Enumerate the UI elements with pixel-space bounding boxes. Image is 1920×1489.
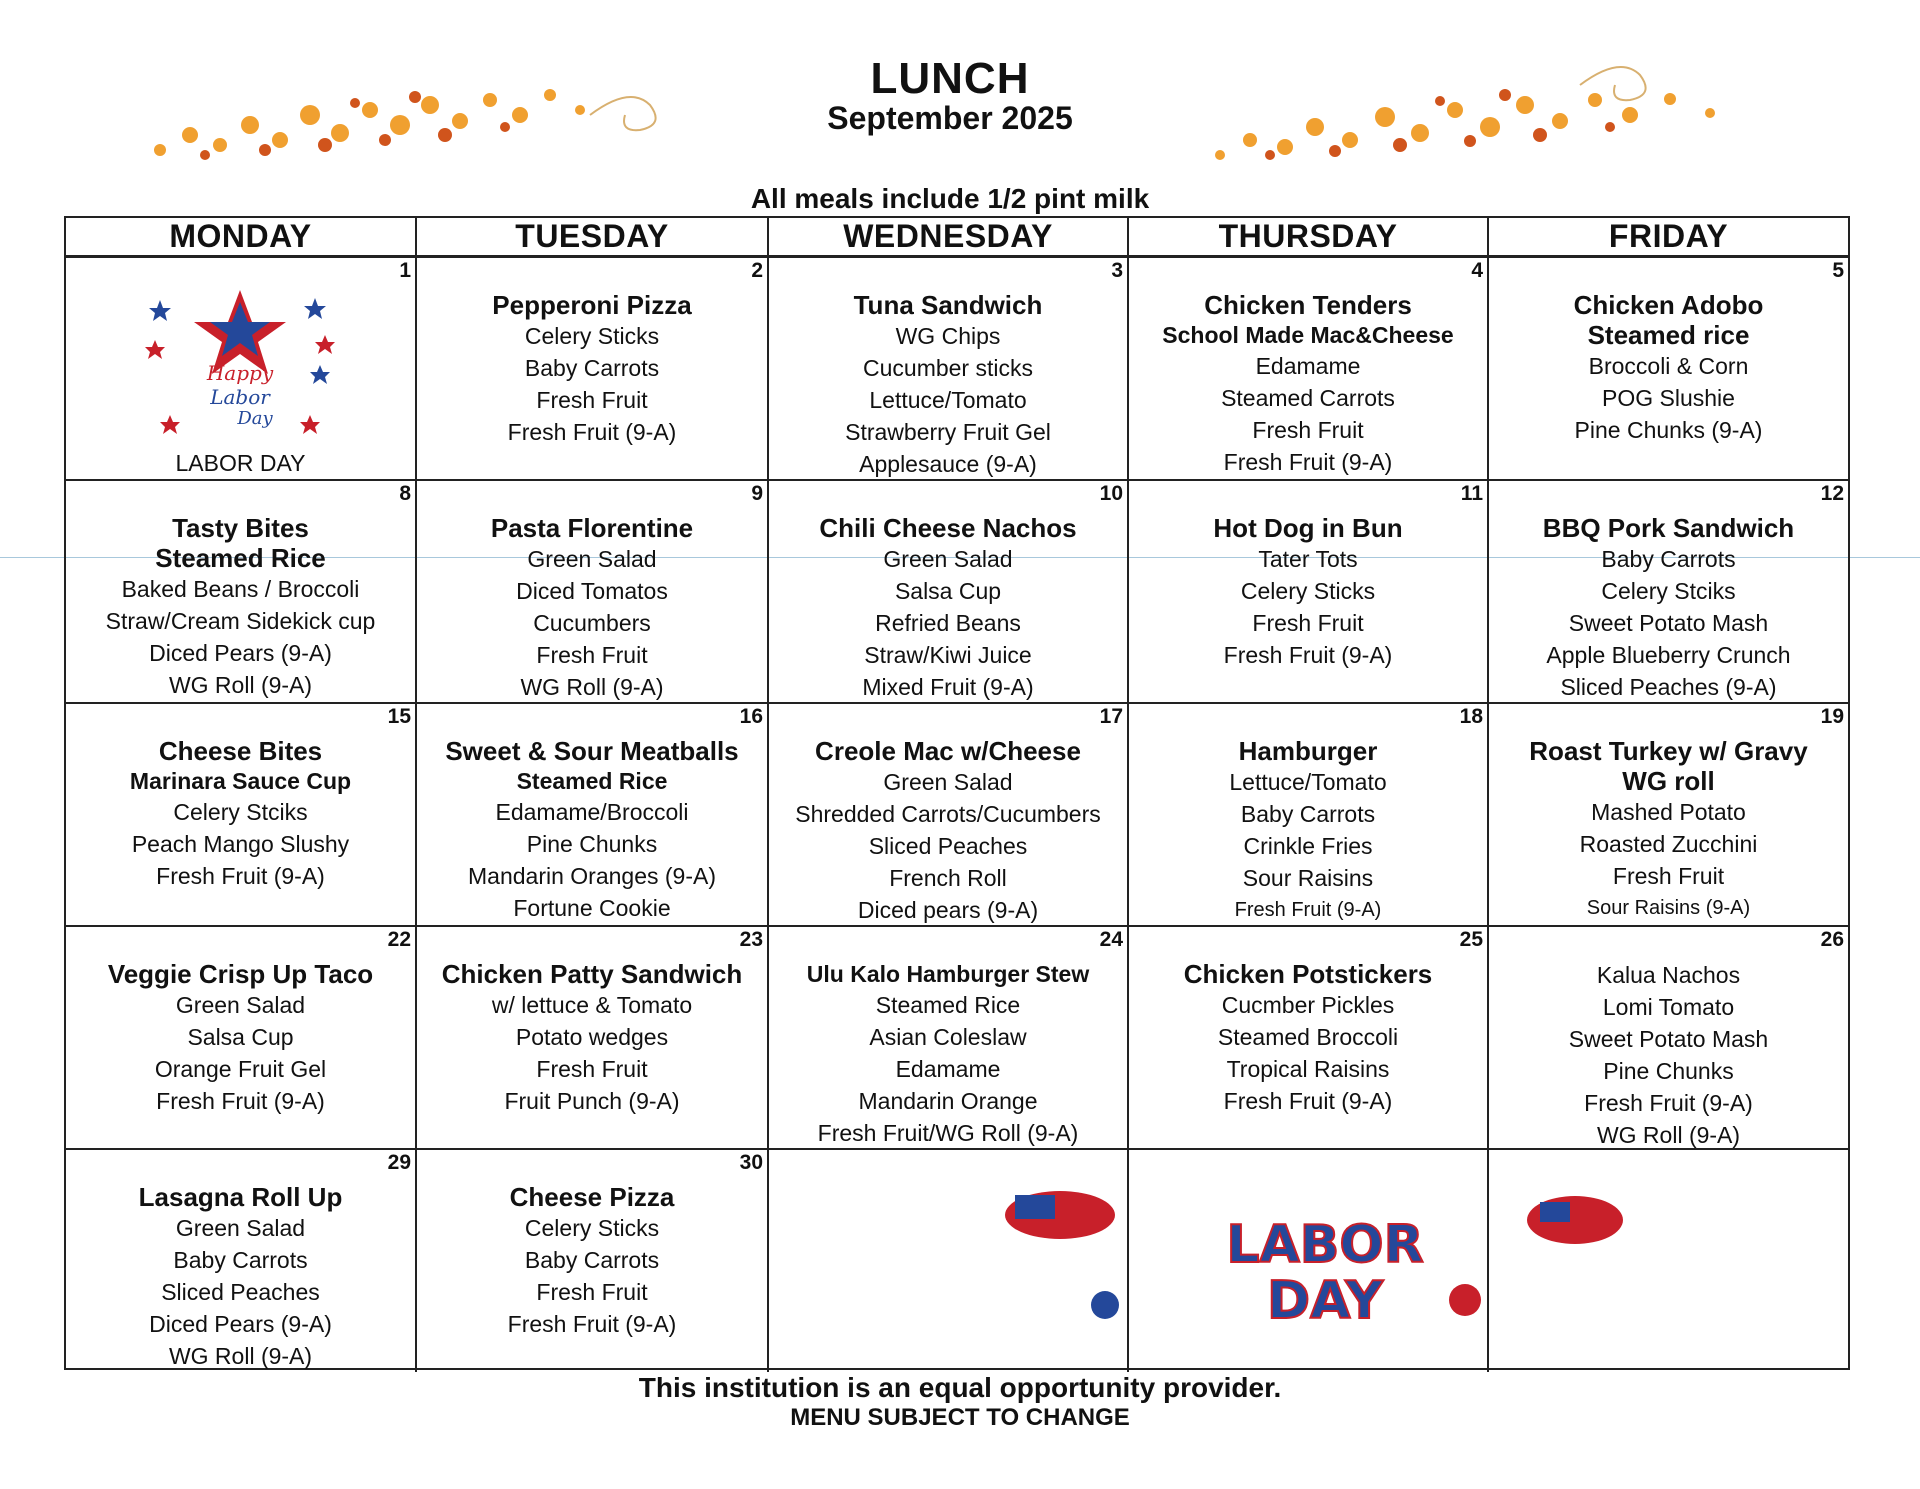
- menu-item: Asian Coleslaw: [869, 1024, 1027, 1050]
- entree-name: Chicken Adobo: [1573, 290, 1764, 320]
- menu-change-notice: MENU SUBJECT TO CHANGE: [790, 1404, 1130, 1431]
- day-cell-8: [66, 481, 417, 704]
- menu-item: French Roll: [889, 865, 1007, 891]
- day-number: 26: [1820, 928, 1844, 951]
- menu-item: w/ lettuce & Tomato: [491, 992, 693, 1018]
- day-cell-9: [417, 481, 769, 704]
- entree-name: Tasty Bites: [172, 513, 309, 543]
- day-header-friday: FRIDAY: [1489, 218, 1848, 258]
- menu-item: Sliced Peaches (9-A): [1560, 674, 1777, 700]
- menu-item: Green Salad: [883, 546, 1013, 572]
- day-header-monday: MONDAY: [66, 218, 417, 258]
- menu-item: Baby Carrots: [524, 1247, 660, 1273]
- banner-labor-text: LABOR: [1226, 1215, 1424, 1275]
- menu-item: Tater Tots: [1258, 546, 1358, 572]
- day-number: 11: [1460, 482, 1483, 505]
- day-cell-19: [1489, 704, 1848, 927]
- menu-item: Apple Blueberry Crunch: [1546, 642, 1791, 668]
- entree-name: Sweet & Sour Meatballs: [445, 736, 739, 766]
- day-number: 1: [399, 259, 411, 282]
- menu-item: Sliced Peaches: [161, 1279, 320, 1305]
- menu-item: Fresh Fruit (9-A): [1584, 1090, 1753, 1116]
- menu-title: LUNCH: [870, 54, 1030, 103]
- menu-item: Steamed Carrots: [1221, 385, 1395, 411]
- menu-item: WG Roll (9-A): [168, 672, 313, 698]
- entree-name: Creole Mac w/Cheese: [815, 736, 1081, 766]
- entree-name: Veggie Crisp Up Taco: [107, 959, 374, 989]
- menu-item: Baked Beans / Broccoli: [121, 576, 360, 602]
- menu-item: Fresh Fruit: [536, 642, 648, 668]
- menu-item: Salsa Cup: [187, 1024, 294, 1050]
- menu-item: Cucmber Pickles: [1221, 992, 1395, 1018]
- day-number: 3: [1111, 259, 1123, 282]
- menu-item: Fresh Fruit (9-A): [1234, 899, 1382, 921]
- day-cell-29: [66, 1150, 417, 1372]
- menu-item: Fresh Fruit: [536, 1056, 648, 1082]
- day-cell-11: [1129, 481, 1489, 704]
- menu-item: POG Slushie: [1602, 385, 1735, 411]
- menu-item: Green Salad: [175, 1215, 306, 1241]
- menu-item: Potato wedges: [515, 1024, 669, 1050]
- day-number: 18: [1459, 705, 1483, 728]
- entree-name: Steamed Rice: [516, 768, 668, 794]
- menu-item: Baby Carrots: [1601, 546, 1736, 572]
- menu-item: Fruit Punch (9-A): [504, 1088, 680, 1114]
- day-number: 30: [739, 1151, 763, 1174]
- menu-item: Lettuce/Tomato: [869, 387, 1027, 413]
- menu-item: Mandarin Orange: [858, 1088, 1038, 1114]
- menu-item: Fresh Fruit: [1252, 417, 1364, 443]
- menu-item: WG Roll (9-A): [520, 674, 664, 700]
- day-number: 19: [1820, 705, 1844, 728]
- menu-item: Diced pears (9-A): [857, 897, 1039, 923]
- menu-item: Fresh Fruit (9-A): [507, 1311, 677, 1337]
- menu-item: Baby Carrots: [1240, 801, 1376, 827]
- entree-name: Hamburger: [1238, 736, 1378, 766]
- holiday-label: LABOR DAY: [175, 450, 306, 476]
- day-number: 5: [1832, 259, 1844, 282]
- entree-name: WG roll: [1622, 766, 1715, 796]
- entree-name: Tuna Sandwich: [853, 290, 1043, 320]
- menu-item: Lettuce/Tomato: [1229, 769, 1387, 795]
- menu-item: Pine Chunks: [526, 831, 658, 857]
- menu-item: Roasted Zucchini: [1579, 831, 1758, 857]
- day-header-thursday: THURSDAY: [1129, 218, 1489, 258]
- day-number: 22: [387, 928, 411, 951]
- day-number: 10: [1099, 482, 1123, 505]
- entree-name: Pasta Florentine: [490, 513, 694, 543]
- day-number: 9: [751, 482, 763, 505]
- labor-day-banner-graphic: [995, 1180, 1635, 1340]
- menu-item: Fortune Cookie: [513, 895, 671, 921]
- menu-item: Shredded Carrots/Cucumbers: [795, 801, 1101, 827]
- menu-item: Straw/Kiwi Juice: [864, 642, 1032, 668]
- menu-item: Pine Chunks: [1603, 1058, 1734, 1084]
- entree-name: Ulu Kalo Hamburger Stew: [806, 961, 1090, 987]
- menu-item: Celery Stciks: [1601, 578, 1736, 604]
- menu-item: Fresh Fruit: [1252, 610, 1364, 636]
- day-header-tuesday: TUESDAY: [417, 218, 769, 258]
- day-cell-15: [66, 704, 417, 927]
- menu-item: Fresh Fruit (9-A): [1223, 1088, 1393, 1114]
- day-cell-3: [769, 258, 1129, 481]
- menu-item: Fresh Fruit: [536, 1279, 648, 1305]
- entree-name: Lasagna Roll Up: [138, 1182, 343, 1212]
- day-cell-30: [417, 1150, 769, 1372]
- menu-item: Edamame: [1255, 353, 1361, 379]
- menu-item: Cucumber sticks: [863, 355, 1033, 381]
- day-number: 29: [387, 1151, 411, 1174]
- menu-item: Diced Pears (9-A): [149, 1311, 332, 1337]
- menu-item: Strawberry Fruit Gel: [845, 419, 1051, 445]
- menu-item: Fresh Fruit (9-A): [156, 1088, 325, 1114]
- menu-item: Steamed Rice: [875, 992, 1021, 1018]
- day-number: 25: [1459, 928, 1483, 951]
- menu-item: Diced Tomatos: [516, 578, 668, 604]
- menu-item: Mixed Fruit (9-A): [862, 674, 1034, 700]
- day-number: 24: [1099, 928, 1123, 951]
- menu-item: Green Salad: [175, 992, 306, 1018]
- entree-name: Chicken Tenders: [1204, 290, 1412, 320]
- menu-item: Refried Beans: [875, 610, 1021, 636]
- entree-name: Chili Cheese Nachos: [819, 513, 1077, 543]
- equal-opportunity-statement: This institution is an equal opportunity provider.: [638, 1372, 1282, 1403]
- day-number: 16: [739, 705, 763, 728]
- menu-item: Diced Pears (9-A): [149, 640, 332, 666]
- day-cell-5: [1489, 258, 1848, 481]
- menu-item: Sour Raisins: [1242, 865, 1374, 891]
- entree-name: School Made Mac&Cheese: [1162, 322, 1454, 348]
- menu-item: Fresh Fruit (9-A): [1223, 449, 1393, 475]
- menu-item: Green Salad: [883, 769, 1013, 795]
- entree-name: Cheese Pizza: [509, 1182, 675, 1212]
- menu-item: Orange Fruit Gel: [154, 1056, 327, 1082]
- menu-item: WG Roll (9-A): [1596, 1122, 1741, 1148]
- badge-day-text: Day: [237, 408, 273, 429]
- menu-header: [0, 0, 1920, 214]
- entree-name: Steamed rice: [1587, 320, 1750, 350]
- day-number: 12: [1820, 482, 1844, 505]
- day-cell-18: [1129, 704, 1489, 927]
- menu-item: Straw/Cream Sidekick cup: [105, 608, 376, 634]
- day-number: 15: [387, 705, 411, 728]
- menu-item: Cucumbers: [533, 610, 651, 636]
- milk-note: All meals include 1/2 pint milk: [750, 183, 1150, 214]
- banner-day-text: DAY: [1266, 1271, 1384, 1331]
- menu-item: Steamed Broccoli: [1217, 1024, 1399, 1050]
- menu-item: Sour Raisins (9-A): [1586, 897, 1751, 919]
- menu-item: Mashed Potato: [1591, 799, 1746, 825]
- entree-name: BBQ Pork Sandwich: [1542, 513, 1795, 543]
- entree-name: Chicken Potstickers: [1183, 959, 1433, 989]
- day-cell-23: [417, 927, 769, 1150]
- menu-item: Pine Chunks (9-A): [1574, 417, 1763, 443]
- menu-item: Celery Sticks: [524, 323, 660, 349]
- menu-item: Edamame/Broccoli: [495, 799, 689, 825]
- day-cell-17: [769, 704, 1129, 927]
- menu-item: Broccoli & Corn: [1588, 353, 1749, 379]
- happy-labor-day-star-graphic: [140, 280, 340, 440]
- day-cell-26: [1489, 927, 1848, 1150]
- menu-item: Mandarin Oranges (9-A): [468, 863, 716, 889]
- menu-item: Fresh Fruit: [1612, 863, 1725, 889]
- menu-item: Celery Sticks: [524, 1215, 660, 1241]
- menu-item: Applesauce (9-A): [859, 451, 1037, 477]
- menu-item: Fresh Fruit (9-A): [1223, 642, 1393, 668]
- entree-name: Hot Dog in Bun: [1213, 513, 1403, 543]
- menu-item: Green Salad: [527, 546, 657, 572]
- day-header-wednesday: WEDNESDAY: [769, 218, 1129, 258]
- day-cell-25: [1129, 927, 1489, 1150]
- day-cell-22: [66, 927, 417, 1150]
- day-cell-10: [769, 481, 1129, 704]
- menu-item: Fresh Fruit/WG Roll (9-A): [817, 1120, 1079, 1146]
- day-cell-2: [417, 258, 769, 481]
- menu-item: Baby Carrots: [524, 355, 660, 381]
- day-cell-16: [417, 704, 769, 927]
- entree-name: Steamed Rice: [155, 543, 326, 573]
- badge-labor-text: Labor: [210, 385, 270, 409]
- menu-item: Fresh Fruit: [536, 387, 648, 413]
- entree-name: Cheese Bites: [158, 736, 323, 766]
- menu-item: Fresh Fruit (9-A): [156, 863, 325, 889]
- menu-item: Lomi Tomato: [1602, 994, 1735, 1020]
- day-cell-24: [769, 927, 1129, 1150]
- day-number: 23: [739, 928, 763, 951]
- menu-item: Tropical Raisins: [1226, 1056, 1390, 1082]
- badge-happy-text: Happy: [206, 361, 274, 385]
- menu-item: Celery Stciks: [173, 799, 308, 825]
- menu-month: September 2025: [827, 100, 1073, 136]
- menu-item: Sweet Potato Mash: [1568, 1026, 1769, 1052]
- day-cell-4: [1129, 258, 1489, 481]
- menu-item: Kalua Nachos: [1596, 962, 1741, 988]
- menu-item: Edamame: [895, 1056, 1001, 1082]
- menu-item: WG Chips: [895, 323, 1001, 349]
- menu-item: Sliced Peaches: [868, 833, 1028, 859]
- menu-item: Fresh Fruit (9-A): [507, 419, 677, 445]
- menu-item: Peach Mango Slushy: [131, 831, 350, 857]
- day-cell-12: [1489, 481, 1848, 704]
- entree-name: Marinara Sauce Cup: [129, 768, 352, 794]
- entree-name: Pepperoni Pizza: [492, 290, 692, 320]
- menu-item: Celery Sticks: [1240, 578, 1376, 604]
- menu-item: Baby Carrots: [173, 1247, 308, 1273]
- menu-item: Sweet Potato Mash: [1568, 610, 1769, 636]
- day-number: 2: [751, 259, 763, 282]
- day-number: 17: [1099, 705, 1123, 728]
- menu-item: WG Roll (9-A): [168, 1343, 313, 1369]
- menu-item: Crinkle Fries: [1243, 833, 1373, 859]
- day-number: 8: [399, 482, 411, 505]
- menu-item: Salsa Cup: [894, 578, 1002, 604]
- day-number: 4: [1471, 259, 1483, 282]
- entree-name: Chicken Patty Sandwich: [441, 959, 743, 989]
- entree-name: Roast Turkey w/ Gravy: [1529, 736, 1808, 766]
